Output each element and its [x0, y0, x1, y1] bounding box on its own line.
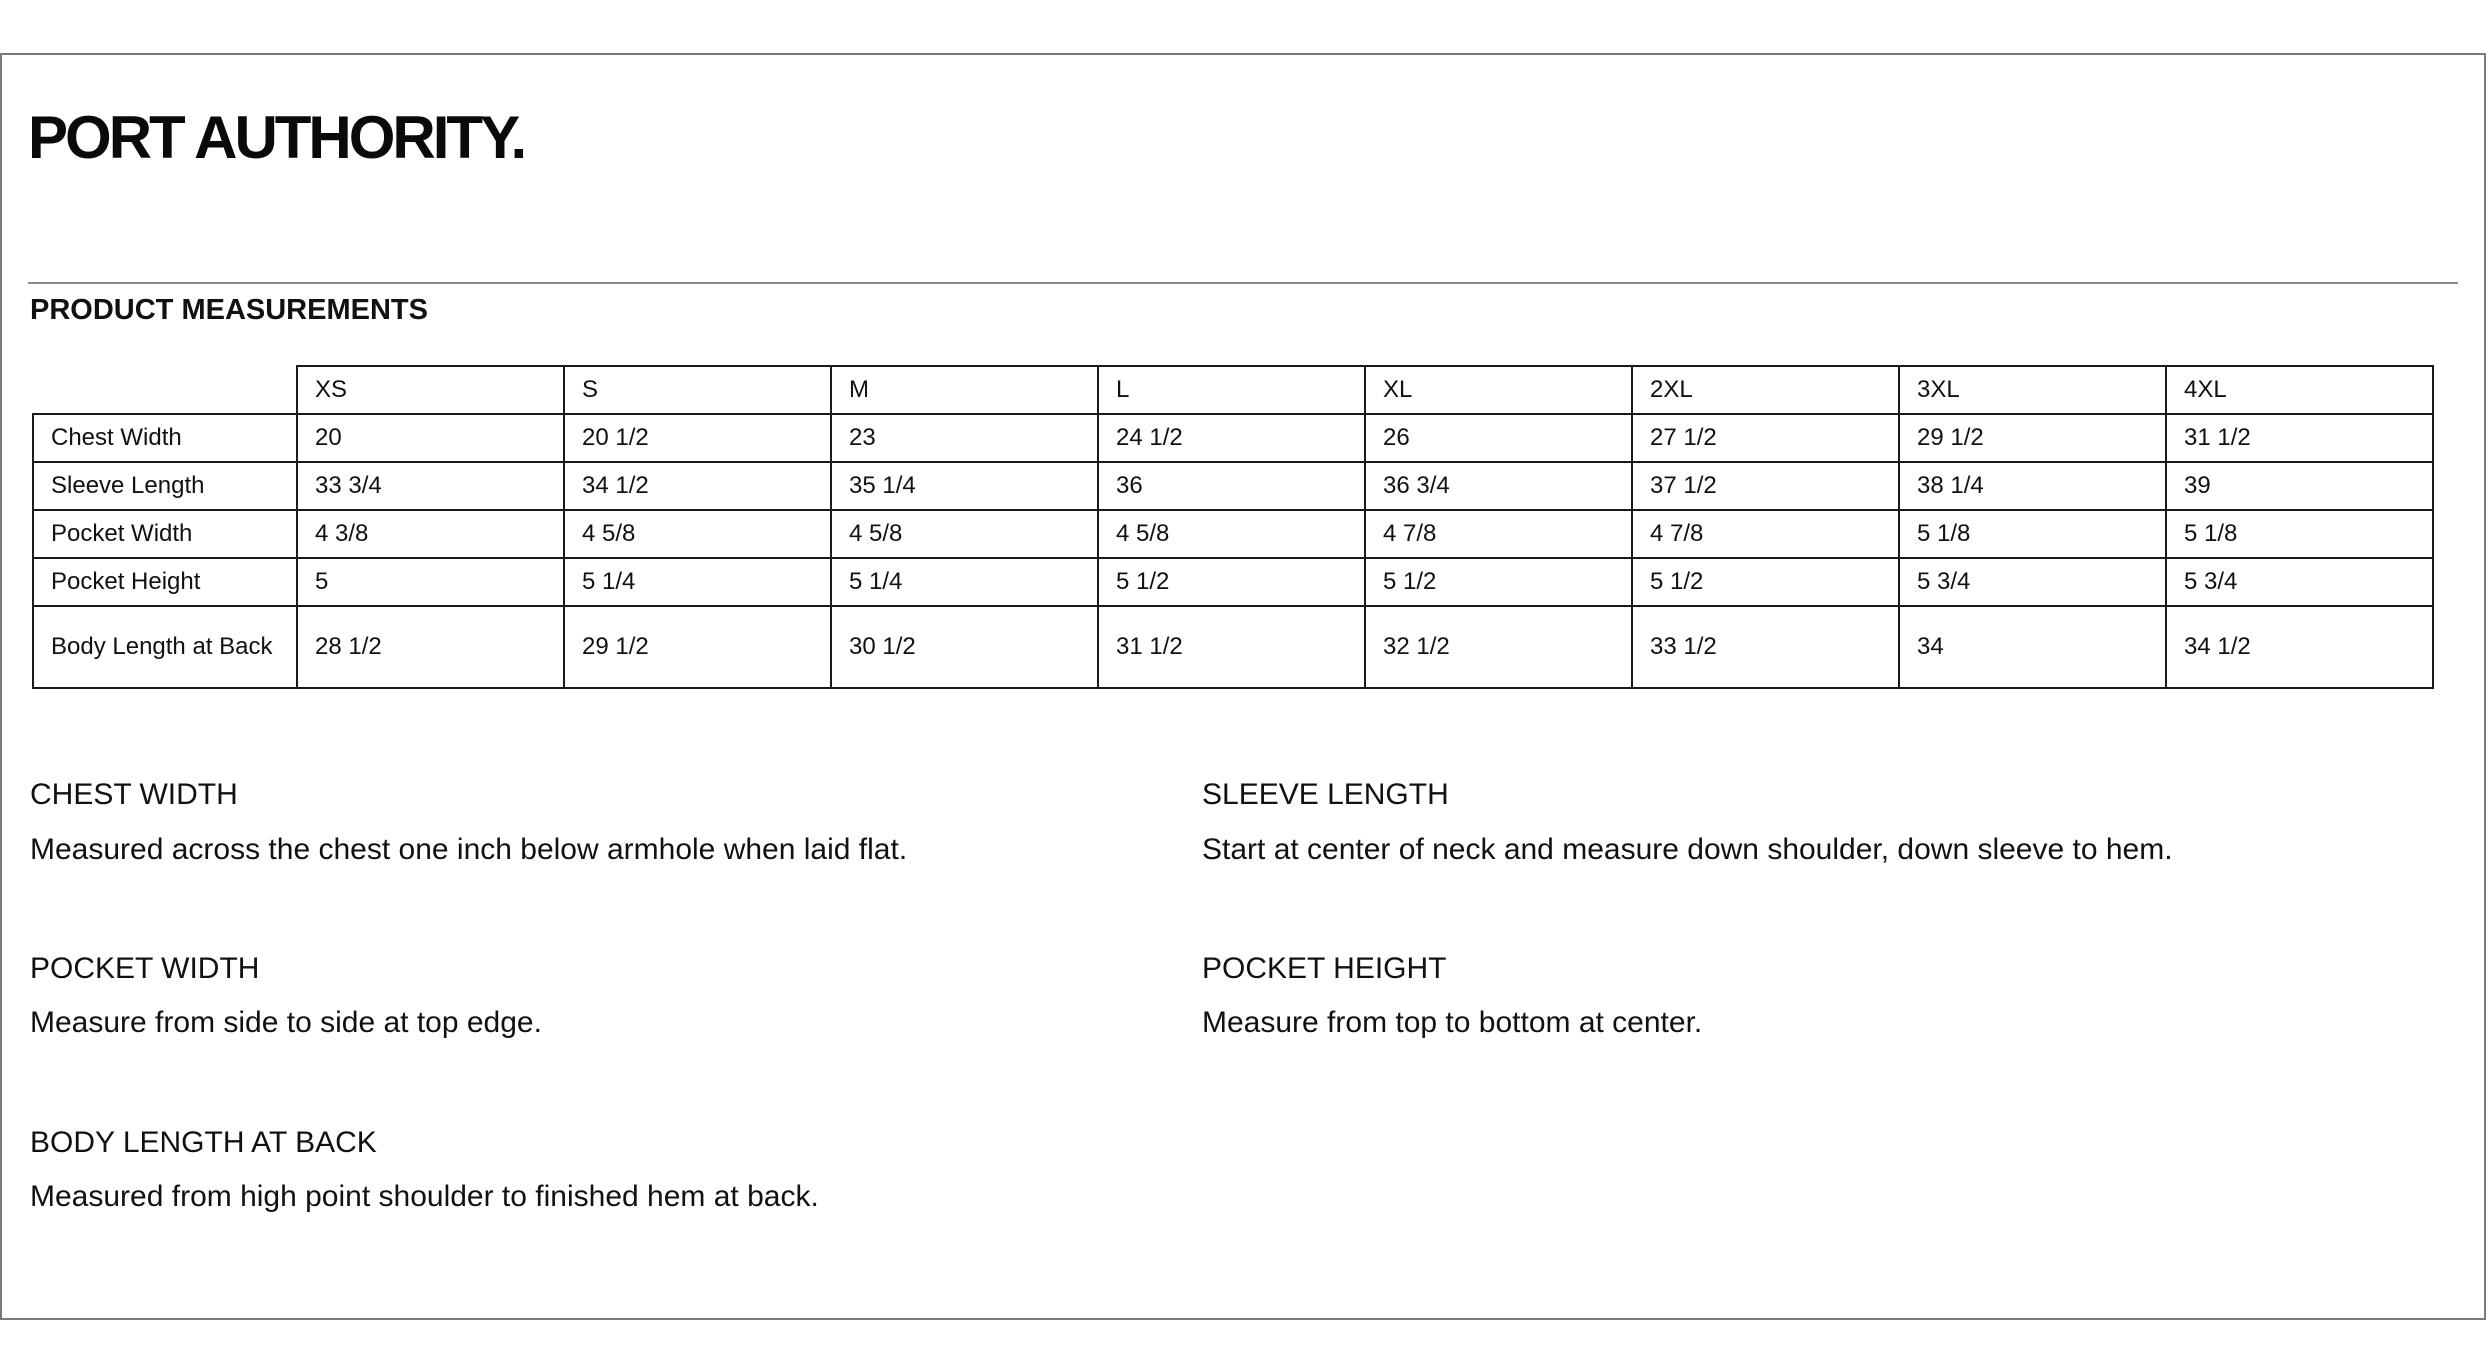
body-length-heading: BODY LENGTH AT BACK — [30, 1126, 377, 1159]
table-cell: 5 1/8 — [2166, 510, 2433, 558]
table-cell: 31 1/2 — [2166, 414, 2433, 462]
table-cell: 39 — [2166, 462, 2433, 510]
table-cell: 4 5/8 — [831, 510, 1098, 558]
table-cell: 33 3/4 — [297, 462, 564, 510]
chest-width-description: Measured across the chest one inch below armhole when laid flat. — [30, 833, 908, 866]
table-cell: 35 1/4 — [831, 462, 1098, 510]
table-cell: 26 — [1365, 414, 1632, 462]
size-header: S — [564, 366, 831, 414]
table-cell: 34 1/2 — [564, 462, 831, 510]
table-cell: 36 — [1098, 462, 1365, 510]
table-cell: 29 1/2 — [564, 606, 831, 688]
brand-logo: PORT AUTHORITY. — [28, 104, 525, 171]
row-label: Pocket Width — [33, 510, 297, 558]
table-cell: 36 3/4 — [1365, 462, 1632, 510]
table-cell: 29 1/2 — [1899, 414, 2166, 462]
size-header: 3XL — [1899, 366, 2166, 414]
table-cell: 5 1/4 — [564, 558, 831, 606]
table-cell: 38 1/4 — [1899, 462, 2166, 510]
table-cell: 5 3/4 — [1899, 558, 2166, 606]
table-cell: 34 — [1899, 606, 2166, 688]
table-cell: 20 1/2 — [564, 414, 831, 462]
size-header: M — [831, 366, 1098, 414]
table-corner-cell — [33, 366, 297, 414]
table-cell: 5 1/2 — [1098, 558, 1365, 606]
table-cell: 28 1/2 — [297, 606, 564, 688]
size-header: 2XL — [1632, 366, 1899, 414]
pocket-height-heading: POCKET HEIGHT — [1202, 952, 1447, 985]
table-cell: 23 — [831, 414, 1098, 462]
table-cell: 37 1/2 — [1632, 462, 1899, 510]
table-row — [33, 414, 2433, 462]
row-label: Pocket Height — [33, 558, 297, 606]
size-header: L — [1098, 366, 1365, 414]
table-cell: 30 1/2 — [831, 606, 1098, 688]
table-row — [33, 558, 2433, 606]
row-label: Sleeve Length — [33, 462, 297, 510]
table-cell: 24 1/2 — [1098, 414, 1365, 462]
size-header: 4XL — [2166, 366, 2433, 414]
table-cell: 32 1/2 — [1365, 606, 1632, 688]
size-header: XL — [1365, 366, 1632, 414]
table-row — [33, 510, 2433, 558]
table-cell: 5 1/2 — [1632, 558, 1899, 606]
table-cell: 4 3/8 — [297, 510, 564, 558]
table-cell: 4 7/8 — [1632, 510, 1899, 558]
table-cell: 33 1/2 — [1632, 606, 1899, 688]
table-cell: 4 5/8 — [1098, 510, 1365, 558]
table-row — [33, 462, 2433, 510]
table-cell: 5 1/2 — [1365, 558, 1632, 606]
chest-width-heading: CHEST WIDTH — [30, 778, 238, 811]
table-cell: 31 1/2 — [1098, 606, 1365, 688]
table-cell: 5 1/8 — [1899, 510, 2166, 558]
table-cell: 5 1/4 — [831, 558, 1098, 606]
row-label: Body Length at Back — [33, 606, 297, 688]
measurements-table — [32, 365, 2434, 689]
table-cell: 34 1/2 — [2166, 606, 2433, 688]
size-header: XS — [297, 366, 564, 414]
row-label: Chest Width — [33, 414, 297, 462]
table-cell: 20 — [297, 414, 564, 462]
sleeve-length-description: Start at center of neck and measure down shoulder, down sleeve to hem. — [1202, 833, 2173, 866]
sleeve-length-heading: SLEEVE LENGTH — [1202, 778, 1449, 811]
table-cell: 4 7/8 — [1365, 510, 1632, 558]
table-header-row — [33, 366, 2433, 414]
table-row — [33, 606, 2433, 688]
table-cell: 5 3/4 — [2166, 558, 2433, 606]
table-cell: 5 — [297, 558, 564, 606]
pocket-width-description: Measure from side to side at top edge. — [30, 1006, 542, 1039]
pocket-height-description: Measure from top to bottom at center. — [1202, 1006, 1703, 1039]
section-title: PRODUCT MEASUREMENTS — [30, 294, 428, 326]
table-cell: 27 1/2 — [1632, 414, 1899, 462]
table-cell: 4 5/8 — [564, 510, 831, 558]
pocket-width-heading: POCKET WIDTH — [30, 952, 260, 985]
body-length-description: Measured from high point shoulder to finished hem at back. — [30, 1180, 819, 1213]
divider — [28, 282, 2458, 284]
